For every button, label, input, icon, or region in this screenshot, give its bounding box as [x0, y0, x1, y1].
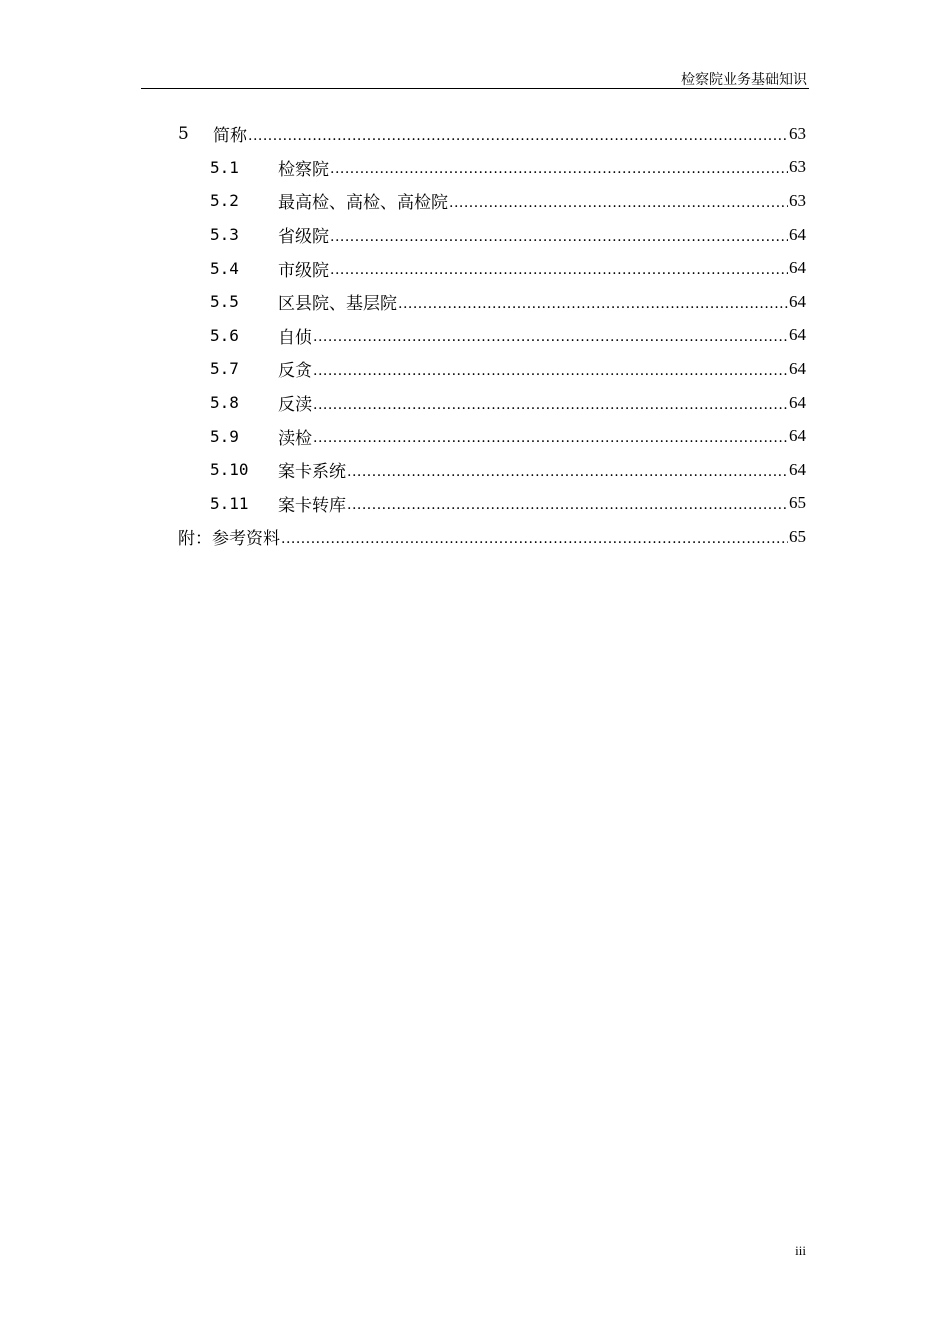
toc-dot-leader: [347, 497, 788, 513]
toc-entry-page: 64: [789, 358, 806, 378]
toc-dot-leader: [330, 229, 788, 245]
toc-entry-5-8[interactable]: [178, 386, 806, 420]
toc-entry-page: 64: [789, 224, 806, 244]
header-rule: [141, 88, 809, 89]
toc-entry-number: 5.4: [210, 258, 239, 278]
toc-entry-5[interactable]: [178, 117, 806, 151]
toc-entry-page: 63: [789, 190, 806, 210]
toc-dot-leader: [313, 363, 788, 379]
toc-entry-number: 5.10: [210, 460, 249, 480]
toc-entry-5-6[interactable]: [178, 319, 806, 353]
toc-entry-5-11[interactable]: [178, 487, 806, 521]
toc-entry-number: 5.8: [210, 393, 239, 413]
toc-entry-title: 市级院: [278, 260, 329, 281]
toc-entry-5-5[interactable]: [178, 285, 806, 319]
toc-entry-number: 5.3: [210, 225, 239, 245]
toc-entry-5-10[interactable]: [178, 453, 806, 487]
toc-entry-page: 65: [789, 526, 806, 546]
toc-entry-5-7[interactable]: [178, 352, 806, 386]
table-of-contents: [178, 117, 806, 554]
toc-entry-number: 5.2: [210, 191, 239, 211]
toc-dot-leader: [449, 195, 788, 211]
toc-entry-page: 65: [789, 493, 806, 513]
toc-entry-title: 简称: [213, 126, 247, 147]
toc-entry-title: 案卡转库: [278, 495, 346, 516]
toc-entry-title: 最高检、高检、高检院: [278, 193, 448, 214]
page-number: iii: [795, 1243, 806, 1258]
toc-dot-leader: [330, 161, 788, 177]
toc-entry-number: 5.11: [210, 493, 249, 513]
toc-entry-page: 64: [789, 392, 806, 412]
toc-entry-number: 5: [178, 123, 189, 144]
toc-dot-leader: [398, 296, 788, 312]
page-header-title: 检察院业务基础知识: [681, 72, 807, 88]
toc-dot-leader: [248, 128, 788, 144]
toc-entry-number: 5.5: [210, 292, 239, 312]
toc-entry-page: 64: [789, 426, 806, 446]
toc-entry-number: 5.6: [210, 325, 239, 345]
toc-entry-title: 自侦: [278, 327, 312, 348]
toc-entry-5-9[interactable]: [178, 419, 806, 453]
toc-entry-5-4[interactable]: [178, 251, 806, 285]
toc-entry-page: 63: [789, 157, 806, 177]
toc-entry-title: 渎检: [278, 428, 312, 449]
toc-entry-title: 案卡系统: [278, 462, 346, 483]
toc-dot-leader: [313, 430, 788, 446]
toc-entry-page: 64: [789, 459, 806, 479]
toc-entry-number: 5.7: [210, 359, 239, 379]
toc-entry-title: 反贪: [278, 361, 312, 382]
toc-entry-number: 5.9: [210, 426, 239, 446]
toc-entry-title: 检察院: [278, 159, 329, 180]
toc-dot-leader: [313, 329, 788, 345]
toc-entry-page: 63: [789, 123, 806, 143]
toc-dot-leader: [330, 262, 788, 278]
toc-entry-title: 反渎: [278, 395, 312, 416]
toc-entry-5-2[interactable]: [178, 184, 806, 218]
toc-entry-appendix[interactable]: [178, 520, 806, 554]
toc-entry-title: 附：参考资料: [178, 529, 280, 550]
toc-entry-page: 64: [789, 291, 806, 311]
toc-dot-leader: [347, 464, 788, 480]
toc-entry-title: 区县院、基层院: [278, 294, 397, 315]
toc-entry-title: 省级院: [278, 227, 329, 248]
toc-dot-leader: [281, 531, 788, 547]
toc-entry-page: 64: [789, 325, 806, 345]
toc-dot-leader: [313, 397, 788, 413]
toc-entry-page: 64: [789, 258, 806, 278]
toc-entry-5-1[interactable]: [178, 151, 806, 185]
toc-entry-5-3[interactable]: [178, 218, 806, 252]
toc-entry-number: 5.1: [210, 157, 239, 177]
